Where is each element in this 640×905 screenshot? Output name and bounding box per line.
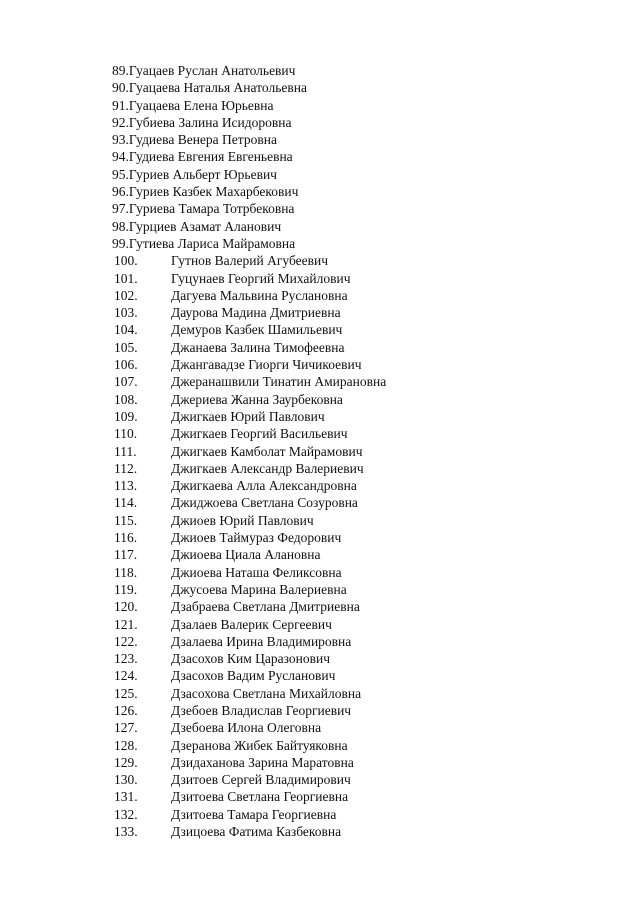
list-item-number: 125. — [114, 685, 138, 701]
list-item-name: Гурциев Азамат Аланович — [128, 218, 282, 234]
list-item — [112, 200, 632, 217]
list-item-name: Гуриев Казбек Махарбекович — [128, 184, 299, 200]
list-item-number: 131. — [114, 789, 138, 805]
list-item-name: Гутиева Лариса Майрамовна — [128, 235, 296, 251]
list-item-number: 97. — [112, 201, 129, 217]
list-item — [112, 79, 632, 96]
list-item-number: 110. — [114, 426, 138, 442]
list-item — [112, 633, 632, 650]
list-item-number: 133. — [114, 824, 138, 840]
list-item — [112, 754, 632, 771]
list-item-number: 126. — [114, 702, 138, 718]
list-item-name: Джериева Жанна Заурбековна — [171, 391, 343, 407]
list-item — [112, 512, 632, 529]
list-item-number: 119. — [114, 581, 138, 597]
list-item-name: Дзеранова Жибек Байтуяковна — [171, 737, 348, 753]
list-item-name: Гуацаева Елена Юрьевна — [128, 97, 274, 113]
list-item — [112, 425, 632, 442]
list-item-name: Гуацаева Наталья Анатольевна — [128, 80, 307, 96]
list-item-number: 105. — [114, 339, 138, 355]
list-item-number: 115. — [114, 512, 138, 528]
list-item-number: 99. — [112, 235, 129, 251]
list-item — [112, 477, 632, 494]
list-item — [112, 806, 632, 823]
list-item — [112, 529, 632, 546]
list-item-number: 90. — [112, 80, 129, 96]
list-item-name: Дзебоев Владислав Георгиевич — [171, 702, 352, 718]
list-item-number: 109. — [114, 408, 138, 424]
list-item-name: Джусоева Марина Валериевна — [171, 581, 347, 597]
list-item-name: Дагуева Мальвина Руслановна — [171, 287, 348, 303]
list-item-number: 101. — [114, 270, 138, 286]
list-item — [112, 304, 632, 321]
list-item-name: Демуров Казбек Шамильевич — [171, 322, 343, 338]
list-item-name: Дзалаева Ирина Владимировна — [171, 633, 352, 649]
list-item-name: Гутнов Валерий Агубеевич — [171, 253, 329, 269]
list-item-name: Дзасохов Вадим Русланович — [171, 668, 336, 684]
list-item-number: 89. — [112, 63, 129, 78]
list-item — [112, 166, 632, 183]
list-item-name: Гудиева Евгения Евгеньевна — [128, 149, 293, 165]
list-item-name: Гудиева Венера Петровна — [128, 132, 277, 148]
list-item — [112, 114, 632, 131]
list-item — [112, 235, 632, 252]
list-item — [112, 218, 632, 235]
list-item — [112, 702, 632, 719]
list-item-number: 116. — [114, 530, 138, 546]
list-item-name: Дзалаев Валерик Сергеевич — [171, 616, 332, 632]
list-item-number: 114. — [114, 495, 138, 511]
list-item-name: Джигкаев Александр Валериевич — [171, 460, 364, 476]
list-item-number: 112. — [114, 460, 138, 476]
list-item-name: Гуриева Тамара Тотрбековна — [128, 201, 295, 217]
list-item-name: Дзабраева Светлана Дмитриевна — [171, 599, 360, 615]
list-item-name: Дзасохов Ким Царазонович — [171, 651, 331, 667]
list-item-name: Дзитоева Светлана Георгиевна — [171, 789, 349, 805]
list-item-number: 117. — [114, 547, 138, 563]
list-item-number: 94. — [112, 149, 129, 165]
list-item-number: 128. — [114, 737, 138, 753]
list-item-number: 91. — [112, 97, 129, 113]
list-item-name: Дзицоева Фатима Казбековна — [171, 824, 342, 840]
list-item-number: 95. — [112, 166, 129, 182]
list-item-name: Гуцунаев Георгий Михайлович — [171, 270, 351, 286]
list-item — [112, 287, 632, 304]
list-item-name: Дзитоев Сергей Владимирович — [171, 772, 351, 788]
list-item — [112, 564, 632, 581]
list-item-name: Джиоев Юрий Павлович — [171, 512, 314, 528]
list-item — [112, 62, 632, 79]
list-item-name: Джанаева Залина Тимофеевна — [171, 339, 345, 355]
list-item-name: Дзидаханова Зарина Маратовна — [171, 754, 354, 770]
list-item-name: Джиоев Таймураз Федорович — [171, 530, 342, 546]
list-item — [112, 616, 632, 633]
list-item — [112, 148, 632, 165]
list-item-name: Джеранашвили Тинатин Амирановна — [171, 374, 387, 390]
list-item-name: Джигкаев Георгий Васильевич — [171, 426, 348, 442]
list-item — [112, 788, 632, 805]
list-item — [112, 719, 632, 736]
list-item — [112, 494, 632, 511]
list-item — [112, 321, 632, 338]
list-item — [112, 771, 632, 788]
list-item — [112, 252, 632, 269]
list-item — [112, 667, 632, 684]
list-item-number: 123. — [114, 651, 138, 667]
list-item-name: Губиева Залина Исидоровна — [128, 114, 292, 130]
list-item-number: 132. — [114, 806, 138, 822]
list-item — [112, 97, 632, 114]
list-item-number: 98. — [112, 218, 129, 234]
list-item-number: 103. — [114, 305, 138, 321]
list-item — [112, 823, 632, 840]
list-item — [112, 270, 632, 287]
list-item-number: 113. — [114, 478, 138, 494]
list-item-name: Джиджоева Светлана Созуровна — [171, 495, 358, 511]
list-item-name: Джигкаев Юрий Павлович — [171, 408, 325, 424]
list-item-name: Джиоева Наташа Феликсовна — [171, 564, 342, 580]
list-item-number: 121. — [114, 616, 138, 632]
list-item — [112, 443, 632, 460]
list-item-name: Гуриев Альберт Юрьевич — [128, 166, 277, 182]
list-item-name: Дзасохова Светлана Михайловна — [171, 685, 362, 701]
list-item — [112, 598, 632, 615]
list-item-name: Гуацаев Руслан Анатольевич — [128, 63, 296, 78]
list-item-number: 100. — [114, 253, 138, 269]
list-item — [112, 685, 632, 702]
list-item — [112, 650, 632, 667]
list-item-number: 93. — [112, 132, 129, 148]
list-item — [112, 581, 632, 598]
list-item-name: Джигкаев Камболат Майрамович — [171, 443, 363, 459]
list-item — [112, 373, 632, 390]
list-item-name: Джигкаева Алла Александровна — [171, 478, 357, 494]
list-item — [112, 183, 632, 200]
list-item-number: 106. — [114, 357, 138, 373]
list-item — [112, 460, 632, 477]
list-item — [112, 408, 632, 425]
name-list — [112, 62, 632, 840]
list-item — [112, 131, 632, 148]
list-item-number: 92. — [112, 114, 129, 130]
list-item-number: 96. — [112, 184, 129, 200]
list-item-number: 107. — [114, 374, 138, 390]
list-item-name: Джангавадзе Гиорги Чичикоевич — [171, 357, 362, 373]
list-item-number: 120. — [114, 599, 138, 615]
list-item-number: 129. — [114, 754, 138, 770]
list-item — [112, 546, 632, 563]
list-item-number: 102. — [114, 287, 138, 303]
list-item — [112, 391, 632, 408]
list-item-number: 122. — [114, 633, 138, 649]
list-item-number: 108. — [114, 391, 138, 407]
list-item-name: Дзитоева Тамара Георгиевна — [171, 806, 337, 822]
list-item-name: Дзебоева Илона Олеговна — [171, 720, 322, 736]
list-item-number: 127. — [114, 720, 138, 736]
list-item-name: Даурова Мадина Дмитриевна — [171, 305, 341, 321]
list-item-number: 111. — [114, 443, 137, 459]
list-item-number: 130. — [114, 772, 138, 788]
list-item-number: 104. — [114, 322, 138, 338]
list-item-number: 124. — [114, 668, 138, 684]
list-item — [112, 356, 632, 373]
list-item-number: 118. — [114, 564, 138, 580]
list-item — [112, 737, 632, 754]
list-item — [112, 339, 632, 356]
list-item-name: Джиоева Циала Алановна — [171, 547, 321, 563]
